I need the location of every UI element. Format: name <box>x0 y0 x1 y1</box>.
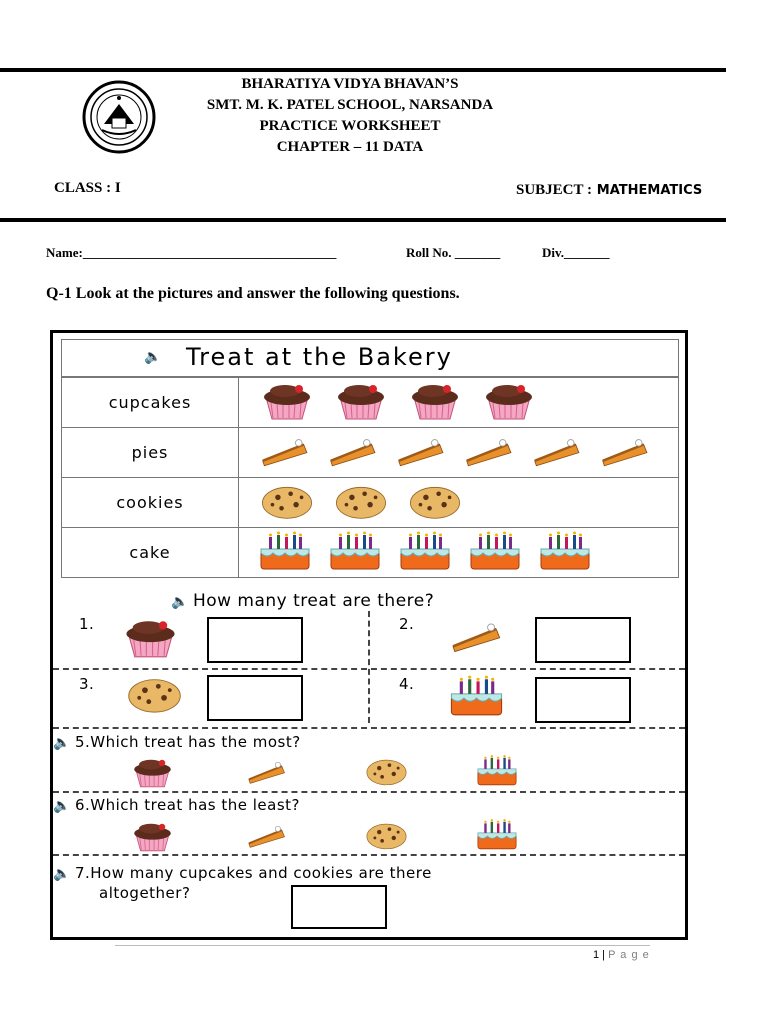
footer-rule <box>115 945 650 946</box>
pie-icon <box>595 433 653 473</box>
q6-label: 6.Which treat has the least? <box>74 796 300 814</box>
q7-label: 7.How many cupcakes and cookies are there <box>74 864 432 882</box>
page-number: 1 | <box>593 949 606 961</box>
answer-box-3[interactable] <box>207 675 303 721</box>
pie-icon <box>391 433 449 473</box>
row-label-cookies: cookies <box>62 478 239 528</box>
cake-icon <box>325 529 385 577</box>
cake-icon <box>535 529 595 577</box>
row-label-cake: cake <box>62 528 239 578</box>
q5-pie-icon[interactable] <box>243 757 289 790</box>
q7-label-cont: altogether? <box>99 884 191 902</box>
q7-text <box>53 864 432 882</box>
cupcake-icon <box>329 379 393 427</box>
q5-cake-icon[interactable] <box>473 753 521 792</box>
roll-field[interactable]: Roll No. _______ <box>406 245 501 260</box>
speaker-icon: 🔈 <box>53 866 71 882</box>
cake-icon <box>255 529 315 577</box>
q4-number: 4. <box>399 675 415 693</box>
pie-icon <box>323 433 381 473</box>
speaker-icon: 🔈 <box>144 349 162 365</box>
how-many-text: How many treat are there? <box>192 591 435 611</box>
speaker-icon: 🔈 <box>171 594 189 610</box>
subject-label: SUBJECT : <box>516 182 592 198</box>
cupcake-icon <box>403 379 467 427</box>
divider-dashed <box>53 854 685 856</box>
row-icons-cupcakes <box>239 378 679 428</box>
q5-label: 5.Which treat has the most? <box>74 733 301 751</box>
header-line1: BHARATIYA VIDYA BHAVAN’S <box>241 76 459 92</box>
school-logo-icon <box>82 80 156 154</box>
treat-table <box>61 377 679 578</box>
q5-cookie-icon[interactable] <box>361 755 412 791</box>
school-header <box>150 74 550 158</box>
how-many-heading <box>171 591 434 611</box>
top-rule <box>0 68 726 72</box>
cookie-icon <box>403 481 467 525</box>
question-heading: Q-1 Look at the pictures and answer the following questions. <box>46 285 460 302</box>
table-row <box>62 378 679 428</box>
answer-box-4[interactable] <box>535 677 631 723</box>
q1-cupcake-icon <box>117 615 184 665</box>
cake-icon <box>395 529 455 577</box>
row-icons-pies <box>239 428 679 478</box>
q3-cookie-icon <box>121 673 188 719</box>
divider-dashed <box>53 668 685 670</box>
divider-dashed <box>53 727 685 729</box>
table-row <box>62 528 679 578</box>
q6-cookie-icon[interactable] <box>361 819 412 855</box>
row-icons-cake <box>239 528 679 578</box>
header-line2: SMT. M. K. PATEL SCHOOL, NARSANDA <box>206 97 494 113</box>
pie-icon <box>459 433 517 473</box>
header-bottom-rule <box>0 218 726 222</box>
div-field[interactable]: Div._______ <box>542 245 610 260</box>
q5-text <box>53 733 301 751</box>
cookie-icon <box>255 481 319 525</box>
speaker-icon: 🔈 <box>53 798 71 814</box>
divider-dashed <box>53 791 685 793</box>
subject-field <box>516 180 702 199</box>
q5-cupcake-icon[interactable] <box>127 755 178 794</box>
worksheet-frame <box>50 330 688 940</box>
speaker-icon: 🔈 <box>53 735 71 751</box>
q3-number: 3. <box>79 675 95 693</box>
subject-value: MATHEMATICS <box>596 183 703 198</box>
page-footer <box>593 949 650 961</box>
q6-cupcake-icon[interactable] <box>127 819 178 858</box>
pie-icon <box>255 433 313 473</box>
worksheet-title: Treat at the Bakery <box>186 343 453 371</box>
cupcake-icon <box>477 379 541 427</box>
header-line4: CHAPTER – 11 DATA <box>276 139 424 155</box>
row-label-cupcakes: cupcakes <box>62 378 239 428</box>
pie-icon <box>527 433 585 473</box>
answer-box-2[interactable] <box>535 617 631 663</box>
table-row <box>62 478 679 528</box>
row-label-pies: pies <box>62 428 239 478</box>
q1-number: 1. <box>79 615 95 633</box>
q6-text <box>53 796 300 814</box>
cake-icon <box>465 529 525 577</box>
class-label: CLASS : I <box>54 180 121 196</box>
q2-pie-icon <box>445 617 506 659</box>
worksheet-title-row <box>61 339 679 377</box>
name-field[interactable]: Name:_______________________________________ <box>46 245 337 260</box>
cookie-icon <box>329 481 393 525</box>
q4-cake-icon <box>445 673 508 723</box>
q2-number: 2. <box>399 615 415 633</box>
q6-cake-icon[interactable] <box>473 817 521 856</box>
divider-vertical <box>368 611 370 723</box>
header-line3: PRACTICE WORKSHEET <box>259 118 441 134</box>
table-row <box>62 428 679 478</box>
q6-pie-icon[interactable] <box>243 821 289 854</box>
answer-box-1[interactable] <box>207 617 303 663</box>
answer-box-7[interactable] <box>291 885 387 929</box>
page-label: P a g e <box>608 949 650 961</box>
cupcake-icon <box>255 379 319 427</box>
row-icons-cookies <box>239 478 679 528</box>
